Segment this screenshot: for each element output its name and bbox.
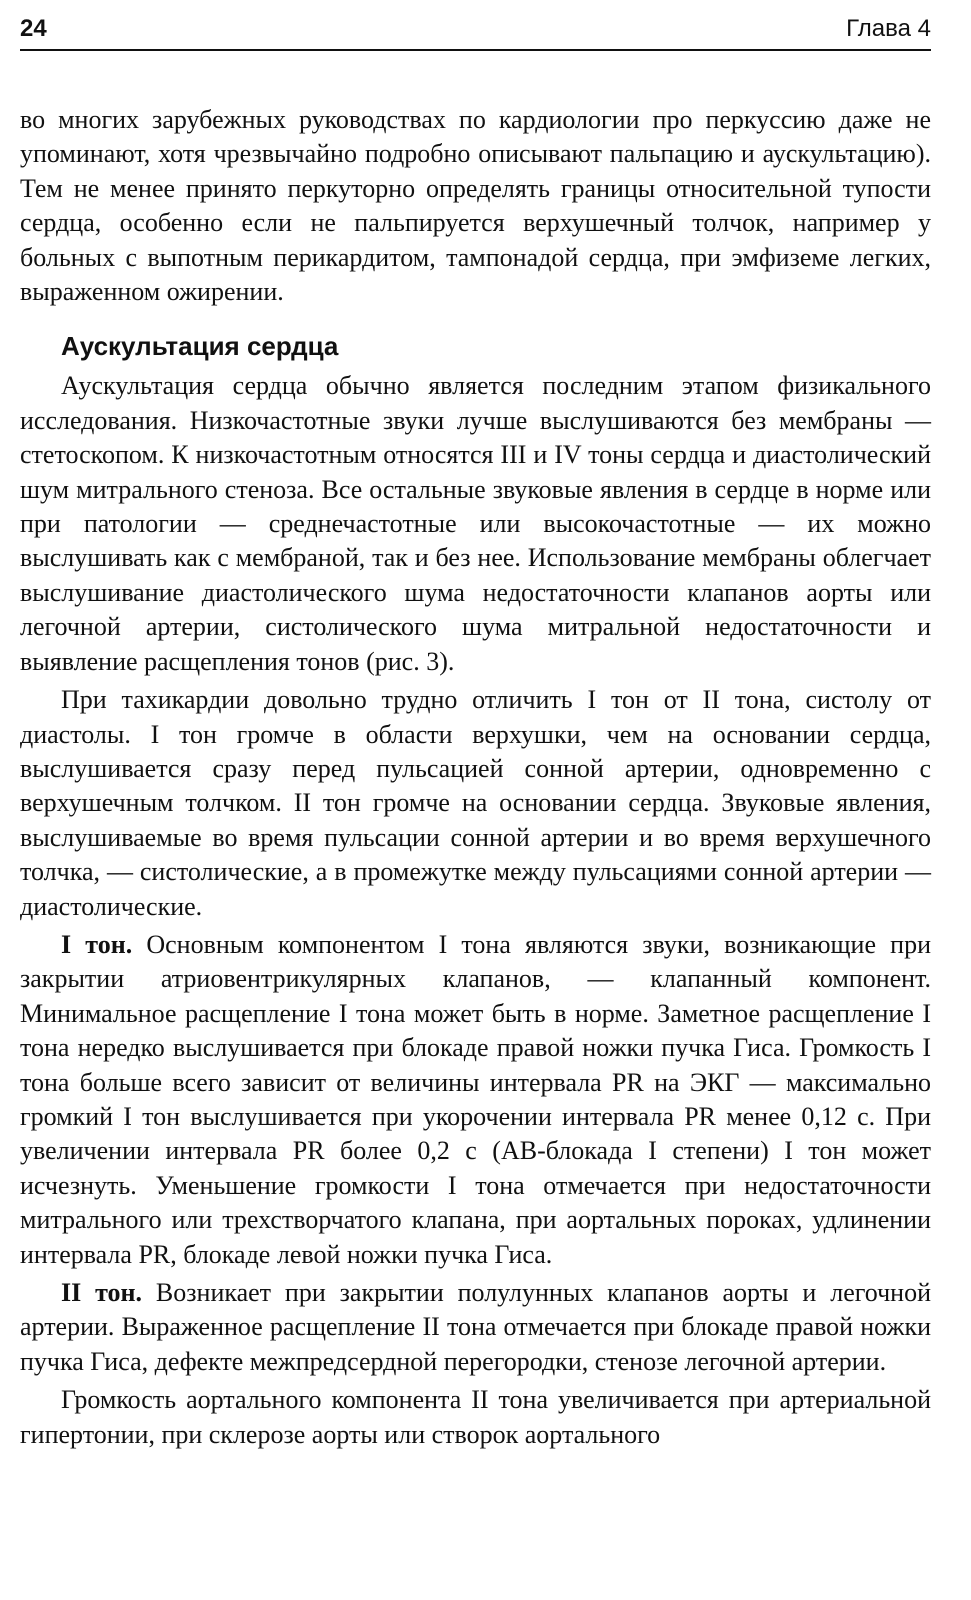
paragraph-first-sound xyxy=(20,928,931,1272)
paragraph-aortic-component: Громкость аортального компонента II тона увеличивается при артериальной гипертонии, при склерозе аорты или створок аортального xyxy=(20,1385,931,1449)
page-number: 24 xyxy=(20,15,47,42)
running-head xyxy=(20,14,931,51)
book-page xyxy=(20,14,931,1452)
paragraph-tachycardia: При тахикардии довольно трудно отличить I тон от II тона, систолу от диастолы. I тон громче в области верхушки, чем на основании сердца, выслушивается сразу перед пульсацией сонной артерии, одновременно с верхушечным толчком. II тон громче на основании сердца. Звуковые явления, выслушиваемые во время пульсации сонной артерии и во время верхушечного толчка, — систолические, а в промежутке между пульсациями сонной артерии — диастолические. xyxy=(20,685,931,921)
intro-paragraph: во многих зарубежных руководствах по кардиологии про перкуссию даже не упоминают, хотя чрезвычайно подробно описывают пальпацию и аускультацию). Тем не менее принято перкуторно определять границы относительной тупости сердца, особенно если не пальпируется верхушечный толчок, например у больных с выпотным перикардитом, тампонадой сердца, при эмфиземе легких, выраженном ожирении. xyxy=(20,105,931,307)
body-text xyxy=(20,103,931,1452)
paragraph-second-sound xyxy=(20,1276,931,1379)
chapter-label: Глава 4 xyxy=(846,15,931,42)
paragraph-first-sound-text: Основным компонентом I тона являются звуки, возникающие при закрытии атриовентрикулярных клапанов, — клапанный компонент. Минимальное расщепление I тона может быть в норме. Заметное расщепление I тона нередко выслушивается при блокаде правой ножки пучка Гиса. Громкость I тона больше всего зависит от величины интервала PR на ЭКГ — максимально громкий I тон выслушивается при укорочении интервала PR менее 0,12 с. При увеличении интервала PR более 0,2 с (АВ-блокада I степени) I тон может исчезнуть. Уменьшение громкости I тона отмечается при недостаточности митрального или трехстворчатого клапана, при аортальных пороках, удлинении интервала PR, блокаде левой ножки пучка Гиса. xyxy=(20,929,932,1269)
term-second-sound: II тон. xyxy=(61,1278,143,1307)
term-first-sound: I тон. xyxy=(61,929,133,959)
section-heading: Аускультация сердца xyxy=(61,331,339,362)
paragraph-second-sound-text: Возникает при закрытии полулунных клапанов аорты и легочной артерии. Выраженное расщепление II тона отмечается при блокаде правой ножки пучка Гиса, дефекте межпредсердной перегородки, стенозе легочной артерии. xyxy=(20,1278,931,1376)
paragraph-auscultation: Аускультация сердца обычно является последним этапом физикального исследования. Низкочастотные звуки лучше выслушиваются без мембраны — стетоскопом. К низкочастотным относятся III и IV тоны сердца и диастолический шум митрального стеноза. Все остальные звуковые явления в сердце в норме или при патологии — среднечастотные или высокочастотные — их можно выслушивать как с мембраной, так и без нее. Использование мембраны облегчает выслушивание диастолического шума недостаточности клапанов аорты или легочной артерии, систолического шума митральной недостаточности и выявление расщепления тонов (рис. 3). xyxy=(20,371,931,676)
